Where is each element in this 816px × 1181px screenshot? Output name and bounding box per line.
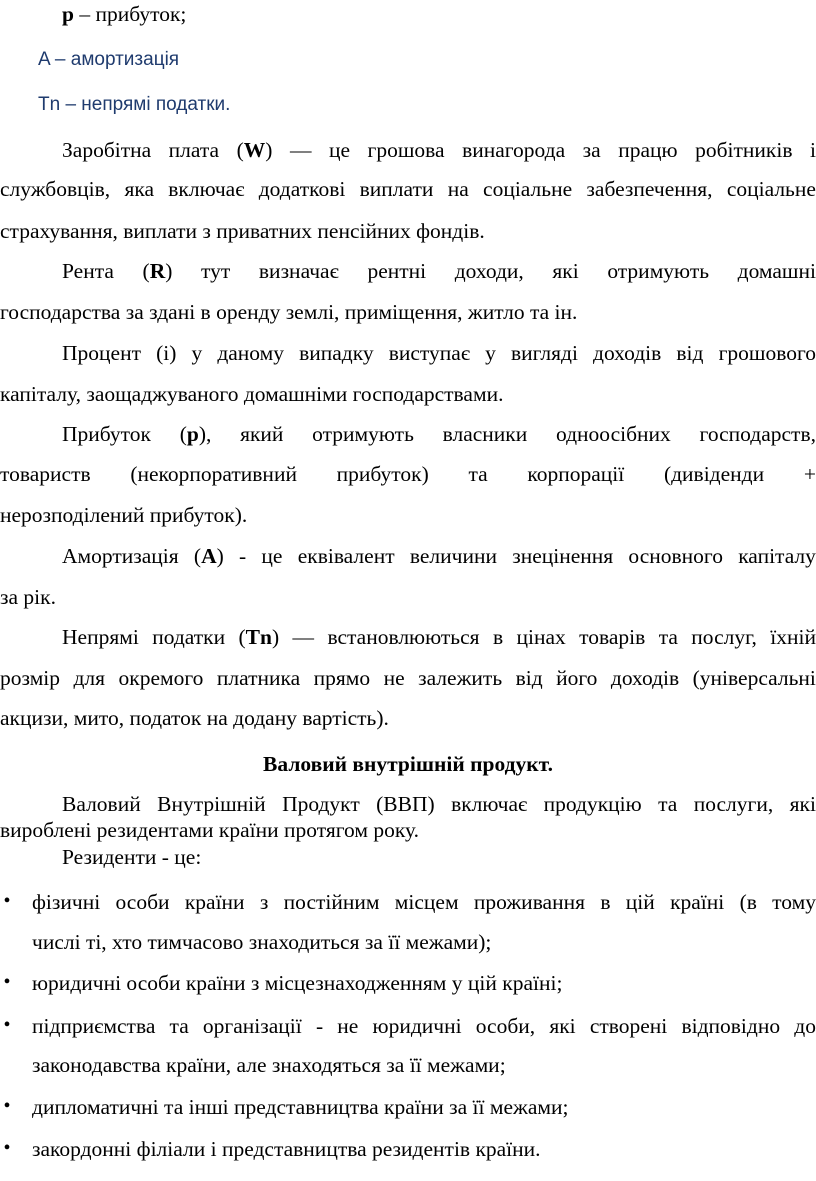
interest-line-1-word: доходів [593,341,662,365]
wage-line-2-word: службовців, [0,177,111,201]
interest-line-1-word: у [191,341,203,365]
wage-line-1-word: Заробітна [62,138,152,162]
bullet-1-line-1 [32,890,816,915]
wage-line-1-word: і [809,138,816,162]
bullet-4-line-1: дипломатичні та інші представництва країни за її межами; [32,1095,569,1119]
bullet-marker: • [3,1014,11,1036]
amort-line-1-word: величини [409,544,497,568]
profit-line-1-word: Прибуток [62,422,151,446]
taxes-line-1-word: встановлюються [327,625,480,649]
def-profit [62,2,816,27]
profit-line-2-word: корпорації [527,462,625,486]
bullet-1-line-1-word: тому [772,890,816,914]
rent-line-1-word: Рента [62,259,114,283]
gdp-line-1-word: включає [451,792,528,816]
rent-line-2: господарства за здані в оренду землі, приміщення, житло та ін. [0,300,578,324]
amort-line-1-word: основного [628,544,723,568]
bullet-1-line-1-word: особи [115,890,170,914]
taxes-line-3: акцизи, мито, податок на додану вартість). [0,706,389,730]
wage-line-2-word: яка [124,177,154,201]
bullet-marker: • [3,971,11,993]
wage-line-1-word: — [289,138,312,162]
taxes-line-1-word: Непрямі [62,625,139,649]
taxes-line-2-word: розмір [0,666,61,690]
bullet-3-line-1-word: відповідно [681,1014,781,1038]
bullet-3-line-1-word: та [169,1014,189,1038]
bullet-1-line-1-word: країні [670,890,725,914]
wage-line-1-word: за [582,138,601,162]
interest-line-1-word: вигляді [511,341,578,365]
profit-line-2-word: (дивіденди [663,462,765,486]
wage-line-1-word: працю [618,138,678,162]
interest-line-1-word: від [676,341,704,365]
gdp-line-1-word: (ВВП) [376,792,435,816]
amort-line-1-word: це [261,544,283,568]
def-profit-text: – прибуток; [73,2,187,26]
profit-line-1 [62,422,816,447]
bullet-5-line-1: закордонні філіали і представництва резидентів країни. [32,1137,541,1161]
def-amortization: A – амортизація [38,49,180,70]
taxes-line-1-word: послуг, [691,625,757,649]
bullet-3-line-1-word: підприємства [32,1014,156,1038]
profit-line-2-word: + [803,462,816,486]
bullet-1-line-1-word: країни [184,890,245,914]
interest-line-1-word: даному [217,341,284,365]
rent-line-1-word: визначає [258,259,339,283]
wage-line-2 [0,177,816,202]
taxes-line-2-word: від [515,666,543,690]
profit-line-2 [0,462,816,487]
wage-line-2-word: додаткові [258,177,346,201]
amort-line-2: за рік. [0,585,56,609]
amort-line-1 [62,544,816,569]
bullet-3-line-1-word: створені [589,1014,668,1038]
gdp-line-1-word: Внутрішній [157,792,266,816]
bullet-3-line-1-word: юридичні [372,1014,462,1038]
bullet-1-line-1-word: з [259,890,269,914]
bullet-marker: • [3,1137,11,1159]
amort-line-1-word: - [239,544,247,568]
wage-line-2-word: включає [168,177,245,201]
interest-line-2: капіталу, заощаджуваного домашніми господарствами. [0,382,504,406]
interest-line-1-word: випадку [299,341,374,365]
wage-line-3: страхування, виплати з приватних пенсійних фондів. [0,219,485,243]
taxes-line-1-word: (Тn) [238,625,280,649]
bullet-3-line-1-word: - [315,1014,324,1038]
taxes-line-1-word: — [292,625,315,649]
rent-line-1-word: які [552,259,579,283]
bullet-1-line-2: числі ті, хто тимчасово знаходиться за її межами); [32,930,492,954]
amort-line-1-word: (А) [193,544,224,568]
profit-line-1-word: (р), [179,422,212,446]
gdp-line-2: вироблені резидентами країни протягом року. [0,818,419,842]
amort-line-1-word: Амортизація [62,544,179,568]
interest-line-1-word: виступає [388,341,471,365]
profit-line-2-word: та [468,462,488,486]
taxes-line-2-word: платника [216,666,301,690]
taxes-line-1-word: та [658,625,678,649]
bullet-3-line-1-word: організації [202,1014,302,1038]
taxes-line-2-word: його [556,666,598,690]
wage-line-1-word: (W) [236,138,273,162]
wage-line-1-word: це [328,138,351,162]
rent-line-1-word: домашні [737,259,816,283]
gdp-line-1-word: продукцію [543,792,642,816]
rent-line-1-word: отримують [607,259,710,283]
profit-line-1-word: власники [442,422,528,446]
gdp-line-1-word: Продукт [282,792,360,816]
amort-line-1-word: еквівалент [297,544,395,568]
taxes-line-2-word: окремого [118,666,204,690]
taxes-line-2-word: залежить [418,666,503,690]
taxes-line-2-word: для [73,666,106,690]
bullet-1-line-1-word: постійним [283,890,380,914]
interest-line-1-word: грошового [718,341,816,365]
wage-line-2-word: на [447,177,469,201]
wage-line-2-word: соціальне [726,177,816,201]
bullet-3-line-2: законодавства країни, але знаходяться за її межами; [32,1053,506,1077]
taxes-line-1-word: їхній [770,625,816,649]
wage-line-2-word: виплати [359,177,434,201]
taxes-line-2-word: доходів [610,666,680,690]
interest-line-1-word: Процент [62,341,141,365]
bullet-1-line-1-word: фізичні [32,890,101,914]
taxes-line-2-word: (універсальні [692,666,816,690]
amort-line-1-word: капіталу [738,544,816,568]
bullet-3-line-1-word: які [549,1014,576,1038]
profit-line-2-word: товариств [0,462,91,486]
taxes-line-1-word: в [492,625,504,649]
residents-intro: Резиденти - це: [62,845,202,869]
taxes-line-2 [0,666,816,691]
taxes-line-2-word: прямо [313,666,371,690]
profit-line-3: нерозподілений прибуток). [0,503,248,527]
taxes-line-1 [62,625,816,650]
taxes-line-1-word: податки [152,625,226,649]
wage-line-1-word: винагорода [462,138,566,162]
wage-line-1-word: грошова [367,138,445,162]
section-heading: Валовий внутрішній продукт. [263,752,553,776]
bullet-1-line-1-word: проживання [473,890,586,914]
rent-line-1-word: рентні [367,259,427,283]
profit-line-2-word: прибуток) [336,462,429,486]
interest-line-1-word: у [485,341,496,365]
interest-line-1-word: (і) [156,341,177,365]
wage-line-2-word: соціальне [483,177,573,201]
profit-line-1-word: отримують [312,422,414,446]
bullet-3-line-1-word: не [337,1014,359,1038]
wage-line-2-word: забезпечення, [586,177,713,201]
bullet-1-line-1-word: в [600,890,611,914]
taxes-line-1-word: товарів [579,625,646,649]
bullet-3-line-1-word: до [794,1014,816,1038]
interest-line-1 [62,341,816,366]
rent-line-1-word: доходи, [454,259,524,283]
profit-line-2-word: (некорпоративний [130,462,297,486]
taxes-line-1-word: цінах [516,625,566,649]
gdp-line-1-word: та [658,792,678,816]
amort-line-1-word: знецінення [512,544,614,568]
taxes-line-2-word: не [383,666,405,690]
bullet-3-line-1 [32,1014,816,1039]
bullet-marker: • [3,890,11,912]
bullet-1-line-1-word: місцем [394,890,459,914]
bullet-2-line-1: юридичні особи країни з місцезнаходженням у цій країні; [32,971,563,995]
gdp-line-1-word: Валовий [62,792,141,816]
def-indirect-taxes: Tn – непрямі податки. [38,94,231,115]
wage-line-1-word: робітників [695,138,793,162]
rent-line-1 [62,259,816,284]
bullet-1-line-1-word: цій [625,890,655,914]
gdp-line-1-word: які [789,792,816,816]
profit-line-1-word: одноосібних [555,422,671,446]
bullet-marker: • [3,1095,11,1117]
bullet-3-line-1-word: особи, [475,1014,536,1038]
bullet-1-line-1-word: (в [739,890,757,914]
profit-line-1-word: господарств, [699,422,816,446]
wage-line-1 [62,138,816,163]
wage-line-1-word: плата [168,138,220,162]
rent-line-1-word: тут [201,259,231,283]
rent-line-1-word: (R) [142,259,173,283]
def-profit-symbol: p [62,2,74,26]
gdp-line-1-word: послуги, [693,792,774,816]
profit-line-1-word: який [240,422,284,446]
gdp-line-1 [62,792,816,817]
